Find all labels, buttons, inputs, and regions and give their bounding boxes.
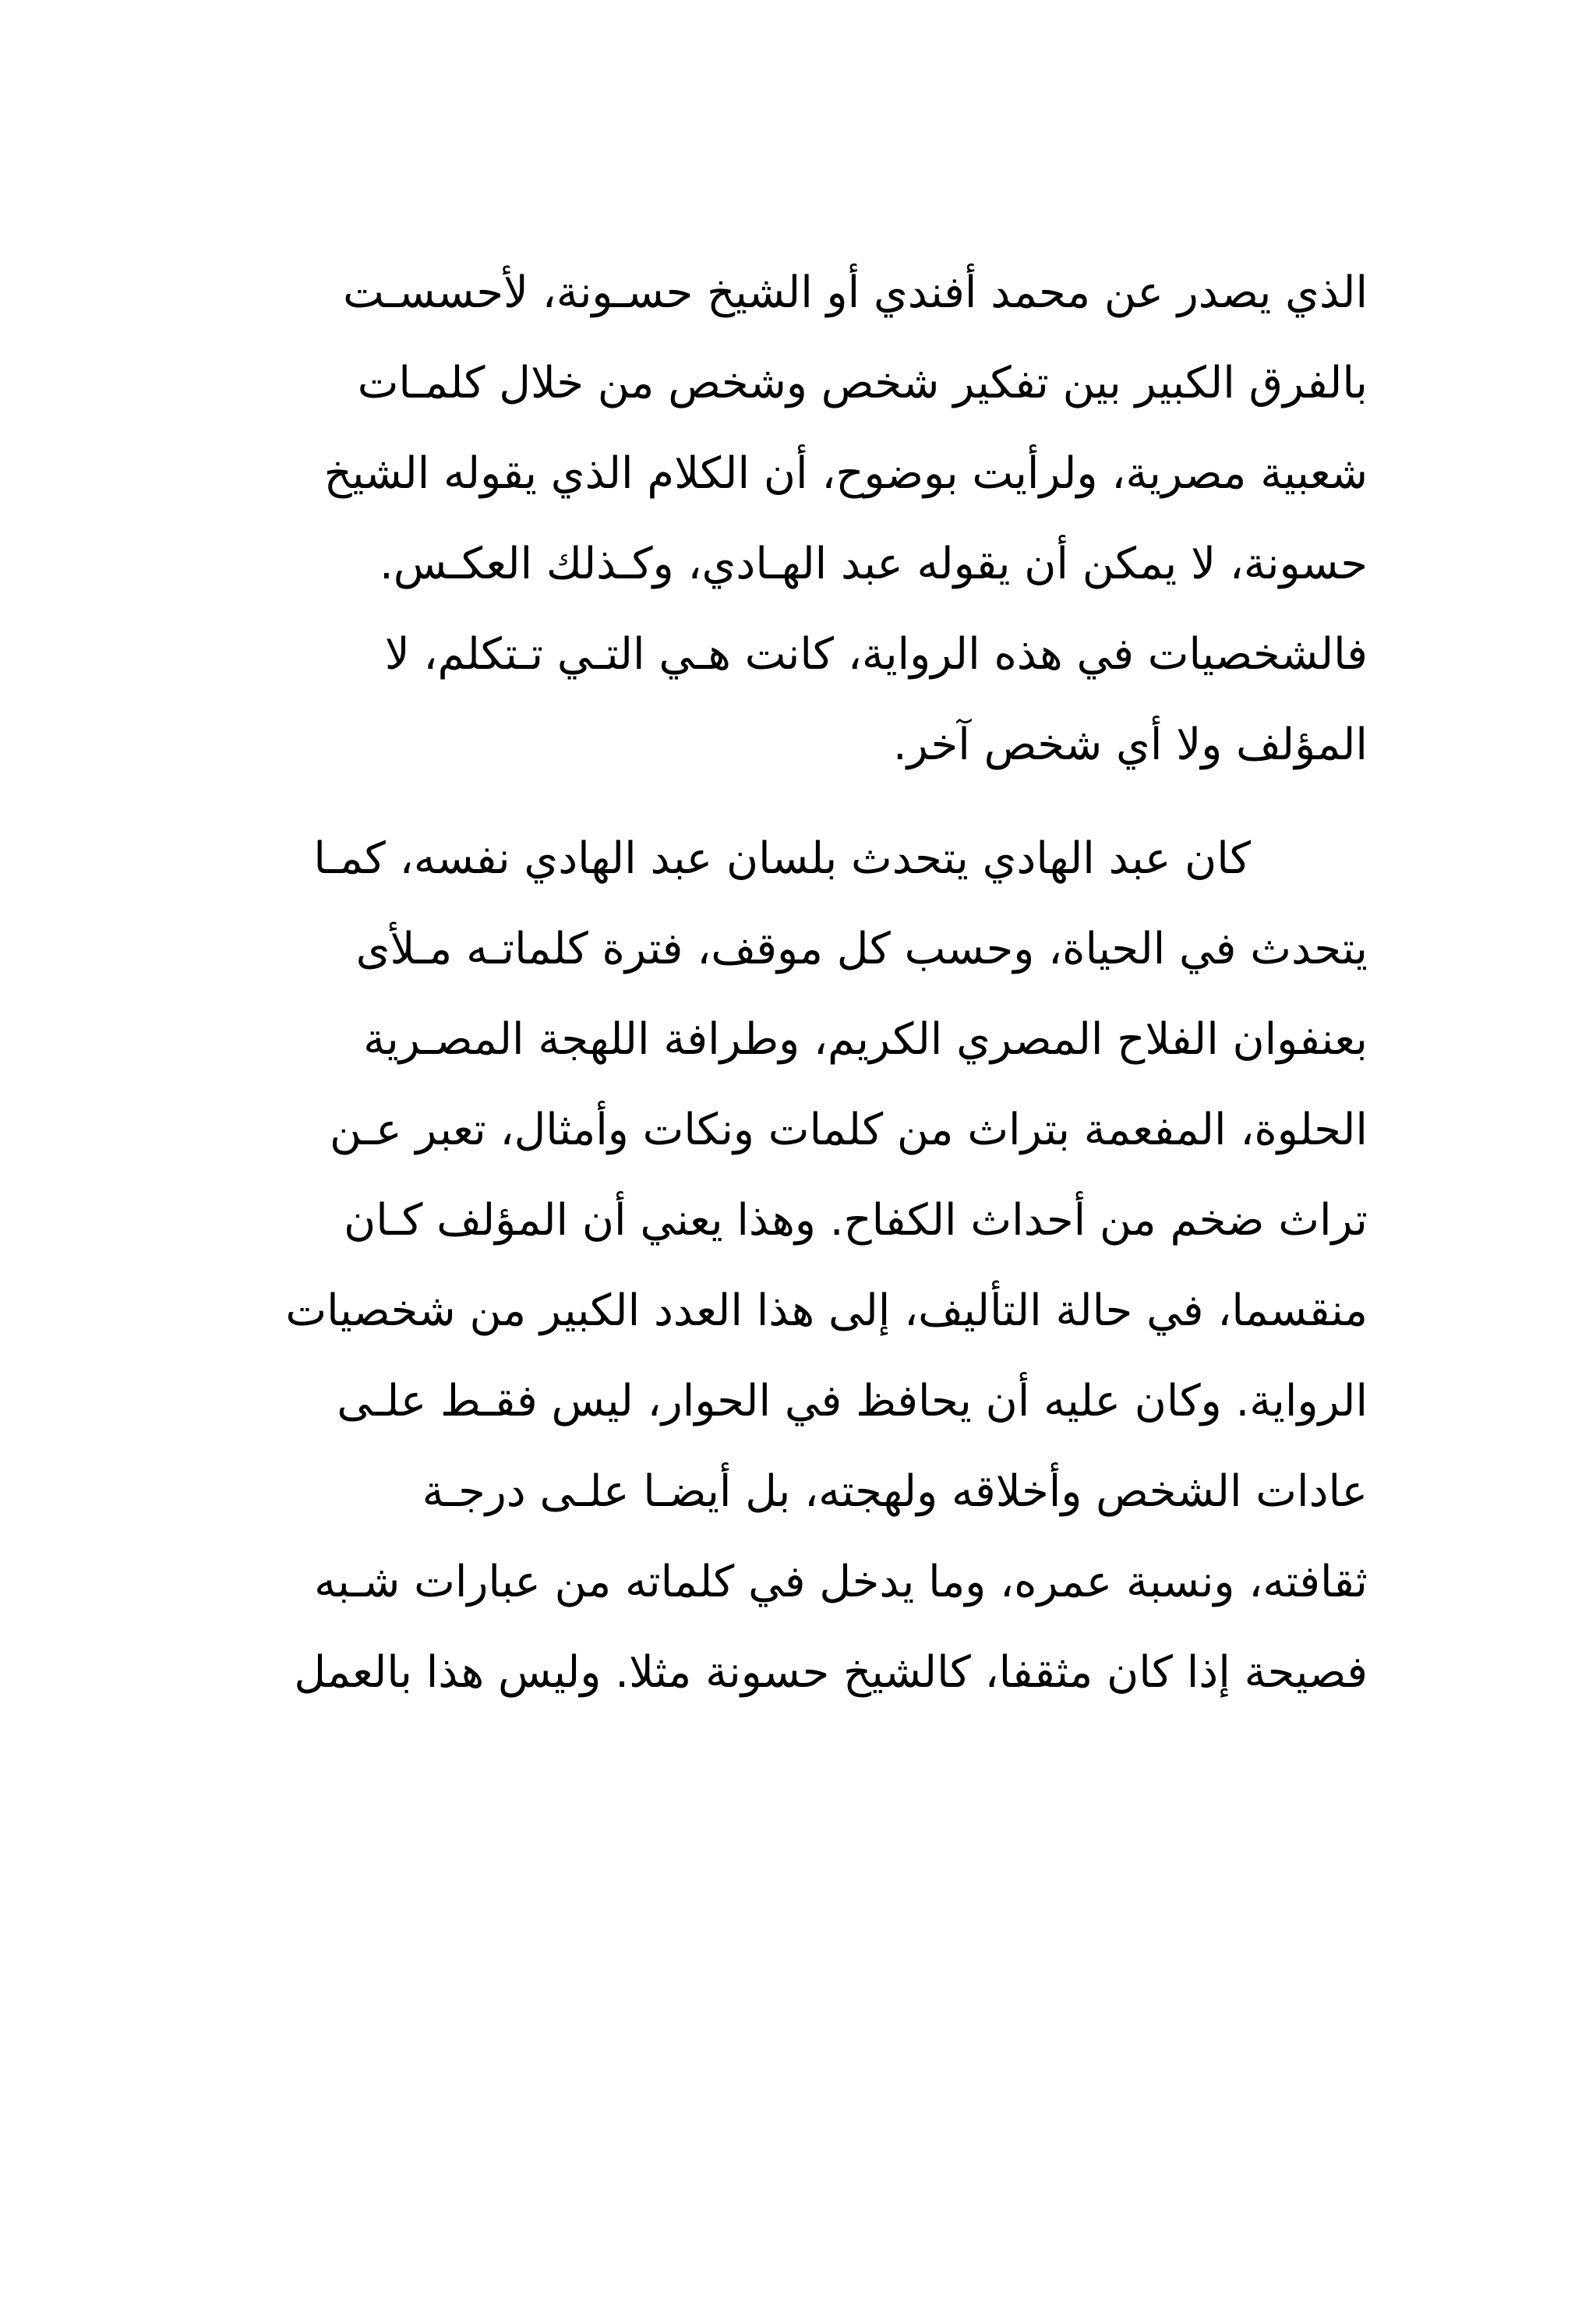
text-line: حسونة، لا يمكن أن يقوله عبد الهـادي، وكـذلك العكـس. bbox=[379, 539, 1368, 589]
text-line: يتحدث في الحياة، وحسب كل موقف، فترة كلماتـه مـلأى bbox=[355, 924, 1368, 974]
text-line: فالشخصيات في هذه الرواية، كانت هـي التـي تـتكلم، لا bbox=[384, 629, 1368, 680]
paragraph-2 bbox=[234, 814, 1368, 1718]
body-text bbox=[234, 248, 1368, 1718]
text-line: شعبية مصرية، ولرأيت بوضوح، أن الكلام الذي يقوله الشيخ bbox=[323, 448, 1368, 499]
paragraph-spacer bbox=[234, 790, 1368, 814]
text-line: بالفرق الكبير بين تفكير شخص وشخص من خلال كلمـات bbox=[357, 358, 1368, 408]
paragraph-1 bbox=[234, 248, 1368, 790]
text-line: منقسما، في حالة التأليف، إلى هذا العدد الكبير من شخصيات bbox=[285, 1285, 1368, 1336]
text-line: الذي يصدر عن محمد أفندي أو الشيخ حسـونة، لأحسسـت bbox=[343, 267, 1368, 318]
text-line: الحلوة، المفعمة بتراث من كلمات ونكات وأمثال، تعبر عـن bbox=[330, 1105, 1368, 1155]
text-line: عادات الشخص وأخلاقه ولهجته، بل أيضـا علـى درجـة bbox=[422, 1466, 1368, 1517]
text-line: المؤلف ولا أي شخص آخر. bbox=[892, 719, 1368, 770]
text-line: بعنفوان الفلاح المصري الكريم، وطرافة اللهجة المصـرية bbox=[363, 1014, 1368, 1065]
text-line: تراث ضخم من أحداث الكفاح. وهذا يعني أن المؤلف كـان bbox=[344, 1195, 1368, 1246]
text-line: الرواية. وكان عليه أن يحافظ في الحوار، ليس فقـط علـى bbox=[337, 1376, 1368, 1426]
text-line: ثقافته، ونسبة عمره، وما يدخل في كلماته من عبارات شـبه bbox=[314, 1557, 1368, 1607]
text-line: فصيحة إذا كان مثقفا، كالشيخ حسونة مثلا. وليس هذا بالعمل bbox=[294, 1647, 1368, 1698]
text-line: كان عبد الهادي يتحدث بلسان عبد الهادي نفسه، كمـا bbox=[313, 833, 1251, 884]
